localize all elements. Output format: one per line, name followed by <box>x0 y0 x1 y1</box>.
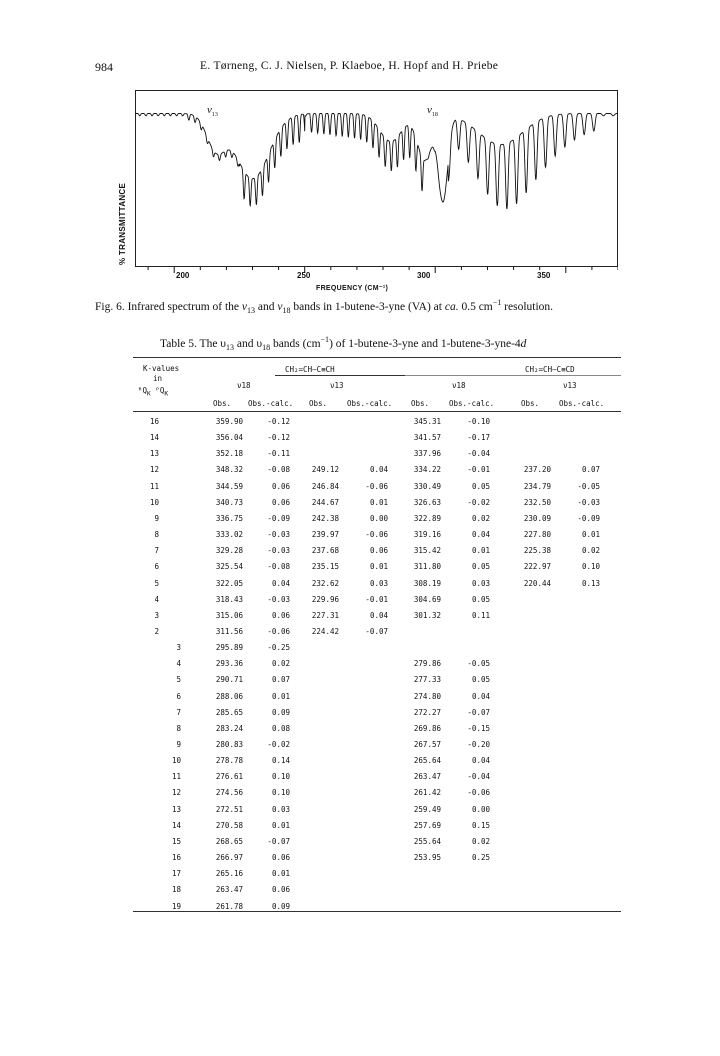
k-value-cell: 10 <box>149 497 159 507</box>
obs-calc-cell: 0.04 <box>471 756 490 766</box>
obs-cell: 311.56 <box>215 626 243 636</box>
obs-calc-cell: 0.07 <box>271 675 290 685</box>
k-value-cell: 8 <box>154 530 159 540</box>
obs-calc-cell: -0.03 <box>267 546 290 556</box>
k-value-cell: 14 <box>171 820 181 830</box>
obs-cell: 334.22 <box>413 465 441 475</box>
table-top-rule <box>133 357 621 358</box>
k-value-cell: 7 <box>176 707 181 717</box>
obs-cell: 352.18 <box>215 449 243 459</box>
k-values-in: in <box>153 374 163 383</box>
obs-calc-cell: 0.09 <box>271 707 290 717</box>
obs-calc-cell: -0.12 <box>267 417 290 426</box>
k-value-cell: 16 <box>171 853 181 863</box>
obs-cell: 348.32 <box>215 465 243 475</box>
obs-calc-cell: 0.15 <box>471 820 490 830</box>
k-value-cell: 6 <box>176 691 181 701</box>
obs-cell: 270.58 <box>215 820 243 830</box>
compound-1-header: CH₂=CH–C≡CH <box>285 365 335 374</box>
obs-cell: 261.42 <box>413 788 441 798</box>
obs-cell: 244.67 <box>311 497 339 507</box>
obs-cell: 272.51 <box>215 804 243 814</box>
obs-cell: 340.73 <box>215 497 243 507</box>
obs-calc-cell: -0.10 <box>467 417 490 426</box>
obs-calc-cell: -0.06 <box>267 626 290 636</box>
header-bottom-rule <box>133 411 621 412</box>
obs-cell: 232.50 <box>523 497 551 507</box>
obs-calc-cell: 0.00 <box>369 513 388 523</box>
obs-cell: 225.38 <box>523 546 551 556</box>
k-value-cell: 12 <box>149 465 159 475</box>
obs-calc-cell: 0.05 <box>471 481 490 491</box>
obs-calc-cell: -0.06 <box>467 788 490 798</box>
obs-cell: 265.64 <box>413 756 441 766</box>
obs-calc-cell: -0.03 <box>577 497 600 507</box>
obs-cell: 319.16 <box>413 530 441 540</box>
obs-calc-cell: 0.02 <box>581 546 600 556</box>
obs-cell: 315.42 <box>413 546 441 556</box>
nu13-header: ν13 <box>563 381 577 390</box>
obs-cell: 318.43 <box>215 594 243 604</box>
k-value-cell: 9 <box>176 740 181 749</box>
obs-cell: 274.56 <box>215 788 243 798</box>
obs-cell: 329.28 <box>215 546 243 556</box>
nu18-header: ν18 <box>452 381 466 390</box>
obs-calc-cell: 0.03 <box>471 578 490 588</box>
obs-cell: 272.27 <box>413 707 441 717</box>
spectrum-trace <box>135 114 618 210</box>
obs-calc-cell: -0.09 <box>267 513 290 523</box>
obs-calc-cell: 0.05 <box>471 675 490 685</box>
obs-calc-cell: 0.04 <box>471 691 490 701</box>
obs-cell: 239.97 <box>311 530 339 540</box>
obs-cell: 280.83 <box>215 740 243 749</box>
obs-header: Obs. <box>309 399 328 408</box>
obs-calc-header: Obs.-calc. <box>559 399 605 408</box>
obs-calc-cell: -0.06 <box>365 530 388 540</box>
obs-cell: 230.09 <box>523 513 551 523</box>
k-value-cell: 16 <box>149 417 159 426</box>
obs-cell: 308.19 <box>413 578 441 588</box>
k-value-cell: 13 <box>149 449 159 459</box>
k-value-cell: 3 <box>176 643 181 653</box>
obs-calc-cell: 0.06 <box>369 546 388 556</box>
k-value-cell: 4 <box>154 594 159 604</box>
k-value-cell: 9 <box>154 513 159 523</box>
obs-calc-cell: -0.06 <box>365 481 388 491</box>
obs-calc-cell: 0.10 <box>581 562 600 572</box>
obs-cell: 344.59 <box>215 481 243 491</box>
k-value-cell: 13 <box>171 804 181 814</box>
obs-calc-cell: 0.01 <box>271 820 290 830</box>
obs-calc-header: Obs.-calc. <box>248 399 294 408</box>
obs-cell: 283.24 <box>215 723 243 733</box>
obs-calc-cell: 0.06 <box>271 610 290 620</box>
figure-caption: Fig. 6. Infrared spectrum of the $\nu_{13}$ and $\nu_{18}$ bands in 1-butene-3-yne (VA) at ca. 0.5 $cm^{-1}$ resolution. <box>95 298 554 316</box>
nu13-header: ν13 <box>330 381 344 390</box>
k-value-cell: 11 <box>171 772 181 782</box>
obs-cell: 278.78 <box>215 756 243 766</box>
page-number: 984 <box>95 60 113 74</box>
obs-calc-cell: -0.08 <box>267 465 290 475</box>
obs-calc-cell: 0.03 <box>369 578 388 588</box>
obs-calc-cell: 0.05 <box>471 562 490 572</box>
obs-cell: 277.33 <box>413 675 441 685</box>
obs-cell: 263.47 <box>413 772 441 782</box>
obs-calc-cell: 0.00 <box>471 804 490 814</box>
obs-cell: 263.47 <box>215 885 243 895</box>
obs-calc-cell: 0.01 <box>369 562 388 572</box>
obs-cell: 249.12 <box>311 465 339 475</box>
obs-cell: 265.16 <box>215 869 243 879</box>
obs-cell: 237.20 <box>523 465 551 475</box>
obs-calc-cell: 0.02 <box>471 513 490 523</box>
obs-calc-cell: -0.09 <box>577 513 600 523</box>
obs-cell: 234.79 <box>523 481 551 491</box>
obs-cell: 220.44 <box>523 578 551 588</box>
obs-cell: 237.68 <box>311 546 339 556</box>
obs-cell: 268.65 <box>215 836 243 846</box>
obs-calc-cell: -0.07 <box>467 707 490 717</box>
obs-calc-header: Obs.-calc. <box>449 399 495 408</box>
obs-calc-cell: 0.06 <box>271 885 290 895</box>
obs-calc-cell: 0.14 <box>271 756 290 766</box>
obs-cell: 242.38 <box>311 513 339 523</box>
obs-cell: 333.02 <box>215 530 243 540</box>
obs-cell: 224.42 <box>311 626 339 636</box>
obs-calc-cell: -0.04 <box>467 449 490 459</box>
k-value-cell: 15 <box>171 836 181 846</box>
obs-cell: 261.78 <box>215 901 243 911</box>
obs-calc-cell: 0.11 <box>471 610 490 620</box>
obs-header: Obs. <box>411 399 430 408</box>
obs-cell: 259.49 <box>413 804 441 814</box>
obs-cell: 285.65 <box>215 707 243 717</box>
obs-calc-cell: -0.07 <box>365 626 388 636</box>
obs-cell: 227.31 <box>311 610 339 620</box>
k-value-cell: 8 <box>176 723 181 733</box>
obs-cell: 222.97 <box>523 562 551 572</box>
k-value-cell: 2 <box>154 626 159 636</box>
obs-cell: 253.95 <box>413 853 441 863</box>
table-caption: Table 5. The $\upsilon_{13}$ and $\upsilon_{18}$ bands $(cm^{-1})$ of 1-butene-3-yne and 1-butene-3-yne-4d <box>160 335 527 353</box>
x-tick-label: 300 <box>417 271 431 280</box>
k-value-cell: 6 <box>154 562 159 572</box>
obs-calc-cell: 0.10 <box>271 772 290 782</box>
obs-calc-cell: -0.05 <box>467 659 490 669</box>
obs-cell: 322.05 <box>215 578 243 588</box>
obs-calc-cell: 0.10 <box>271 788 290 798</box>
obs-cell: 269.86 <box>413 723 441 733</box>
q-branch-header: ᴿQ$_K$ ᴾQ$_K$ <box>138 386 169 398</box>
obs-calc-cell: 0.01 <box>471 546 490 556</box>
obs-calc-cell: -0.11 <box>267 449 290 459</box>
compound-2-header: CH₂=CH–C≡CD <box>525 365 575 374</box>
obs-cell: 330.49 <box>413 481 441 491</box>
obs-cell: 304.69 <box>413 594 441 604</box>
obs-cell: 341.57 <box>413 433 441 443</box>
x-tick-label: 250 <box>297 271 311 280</box>
y-axis-label: % TRANSMITTANCE <box>118 182 127 265</box>
obs-cell: 345.31 <box>413 417 441 426</box>
obs-cell: 337.96 <box>413 449 441 459</box>
obs-calc-cell: -0.02 <box>267 740 290 749</box>
obs-cell: 311.80 <box>413 562 441 572</box>
k-value-cell: 18 <box>171 885 181 895</box>
k-value-cell: 10 <box>171 756 181 766</box>
obs-cell: 227.80 <box>523 530 551 540</box>
peak-label-nu13: $\nu_{13}$ <box>207 104 218 119</box>
obs-calc-cell: -0.12 <box>267 433 290 443</box>
running-head: E. Tørneng, C. J. Nielsen, P. Klaeboe, H. Hopf and H. Priebe <box>200 60 499 72</box>
k-values-header: K-values <box>143 364 180 373</box>
obs-cell: 246.84 <box>311 481 339 491</box>
obs-calc-cell: -0.20 <box>467 740 490 749</box>
obs-cell: 301.32 <box>413 610 441 620</box>
obs-calc-cell: 0.01 <box>369 497 388 507</box>
obs-header: Obs. <box>521 399 540 408</box>
obs-cell: 229.96 <box>311 594 339 604</box>
obs-calc-cell: -0.04 <box>467 772 490 782</box>
x-tick-label: 200 <box>176 271 190 280</box>
obs-calc-cell: -0.15 <box>467 723 490 733</box>
obs-cell: 325.54 <box>215 562 243 572</box>
obs-cell: 359.90 <box>215 417 243 426</box>
peak-label-nu18: $\nu_{18}$ <box>427 104 438 119</box>
obs-calc-cell: 0.05 <box>471 594 490 604</box>
obs-cell: 288.06 <box>215 691 243 701</box>
obs-calc-header: Obs.-calc. <box>347 399 393 408</box>
obs-cell: 267.57 <box>413 740 441 749</box>
obs-cell: 356.04 <box>215 433 243 443</box>
k-value-cell: 3 <box>154 610 159 620</box>
obs-cell: 293.36 <box>215 659 243 669</box>
obs-calc-cell: 0.01 <box>271 691 290 701</box>
obs-calc-cell: -0.25 <box>267 643 290 653</box>
obs-header: Obs. <box>213 399 232 408</box>
obs-calc-cell: -0.01 <box>467 465 490 475</box>
obs-calc-cell: 0.04 <box>369 610 388 620</box>
obs-calc-cell: 0.01 <box>271 869 290 879</box>
obs-calc-cell: -0.02 <box>467 497 490 507</box>
obs-cell: 274.80 <box>413 691 441 701</box>
k-value-cell: 19 <box>171 901 181 911</box>
k-value-cell: 14 <box>149 433 159 443</box>
k-value-cell: 4 <box>176 659 181 669</box>
obs-calc-cell: 0.02 <box>271 659 290 669</box>
obs-calc-cell: 0.09 <box>271 901 290 911</box>
obs-cell: 326.63 <box>413 497 441 507</box>
obs-calc-cell: 0.06 <box>271 481 290 491</box>
obs-cell: 295.89 <box>215 643 243 653</box>
nu18-header: ν18 <box>237 381 251 390</box>
obs-cell: 279.86 <box>413 659 441 669</box>
table-bottom-rule <box>133 911 621 912</box>
k-value-cell: 17 <box>171 869 181 879</box>
obs-calc-cell: 0.04 <box>369 465 388 475</box>
obs-cell: 290.71 <box>215 675 243 685</box>
k-value-cell: 11 <box>149 481 159 491</box>
obs-calc-cell: -0.03 <box>267 530 290 540</box>
obs-cell: 266.97 <box>215 853 243 863</box>
obs-cell: 322.89 <box>413 513 441 523</box>
k-value-cell: 5 <box>176 675 181 685</box>
obs-calc-cell: 0.06 <box>271 497 290 507</box>
obs-calc-cell: 0.07 <box>581 465 600 475</box>
x-axis-title: FREQUENCY (CM⁻¹) <box>316 285 389 292</box>
obs-calc-cell: -0.01 <box>365 594 388 604</box>
k-value-cell: 12 <box>171 788 181 798</box>
k-value-cell: 5 <box>154 578 159 588</box>
obs-cell: 232.62 <box>311 578 339 588</box>
obs-calc-cell: -0.03 <box>267 594 290 604</box>
obs-calc-cell: -0.07 <box>267 836 290 846</box>
obs-calc-cell: 0.04 <box>271 578 290 588</box>
obs-calc-cell: 0.02 <box>471 836 490 846</box>
x-tick-label: 350 <box>537 271 551 280</box>
obs-calc-cell: 0.04 <box>471 530 490 540</box>
obs-cell: 315.06 <box>215 610 243 620</box>
k-value-cell: 7 <box>154 546 159 556</box>
spectrum-plot <box>135 90 618 290</box>
obs-cell: 257.69 <box>413 820 441 830</box>
obs-calc-cell: -0.05 <box>577 481 600 491</box>
obs-cell: 336.75 <box>215 513 243 523</box>
obs-calc-cell: 0.08 <box>271 723 290 733</box>
obs-calc-cell: 0.25 <box>471 853 490 863</box>
compound-2-rule <box>405 375 621 376</box>
obs-calc-cell: -0.17 <box>467 433 490 443</box>
obs-calc-cell: 0.03 <box>271 804 290 814</box>
obs-calc-cell: 0.06 <box>271 853 290 863</box>
obs-calc-cell: -0.08 <box>267 562 290 572</box>
compound-1-rule <box>275 375 405 376</box>
obs-calc-cell: 0.01 <box>581 530 600 540</box>
obs-cell: 235.15 <box>311 562 339 572</box>
obs-cell: 276.61 <box>215 772 243 782</box>
obs-calc-cell: 0.13 <box>581 578 600 588</box>
obs-cell: 255.64 <box>413 836 441 846</box>
